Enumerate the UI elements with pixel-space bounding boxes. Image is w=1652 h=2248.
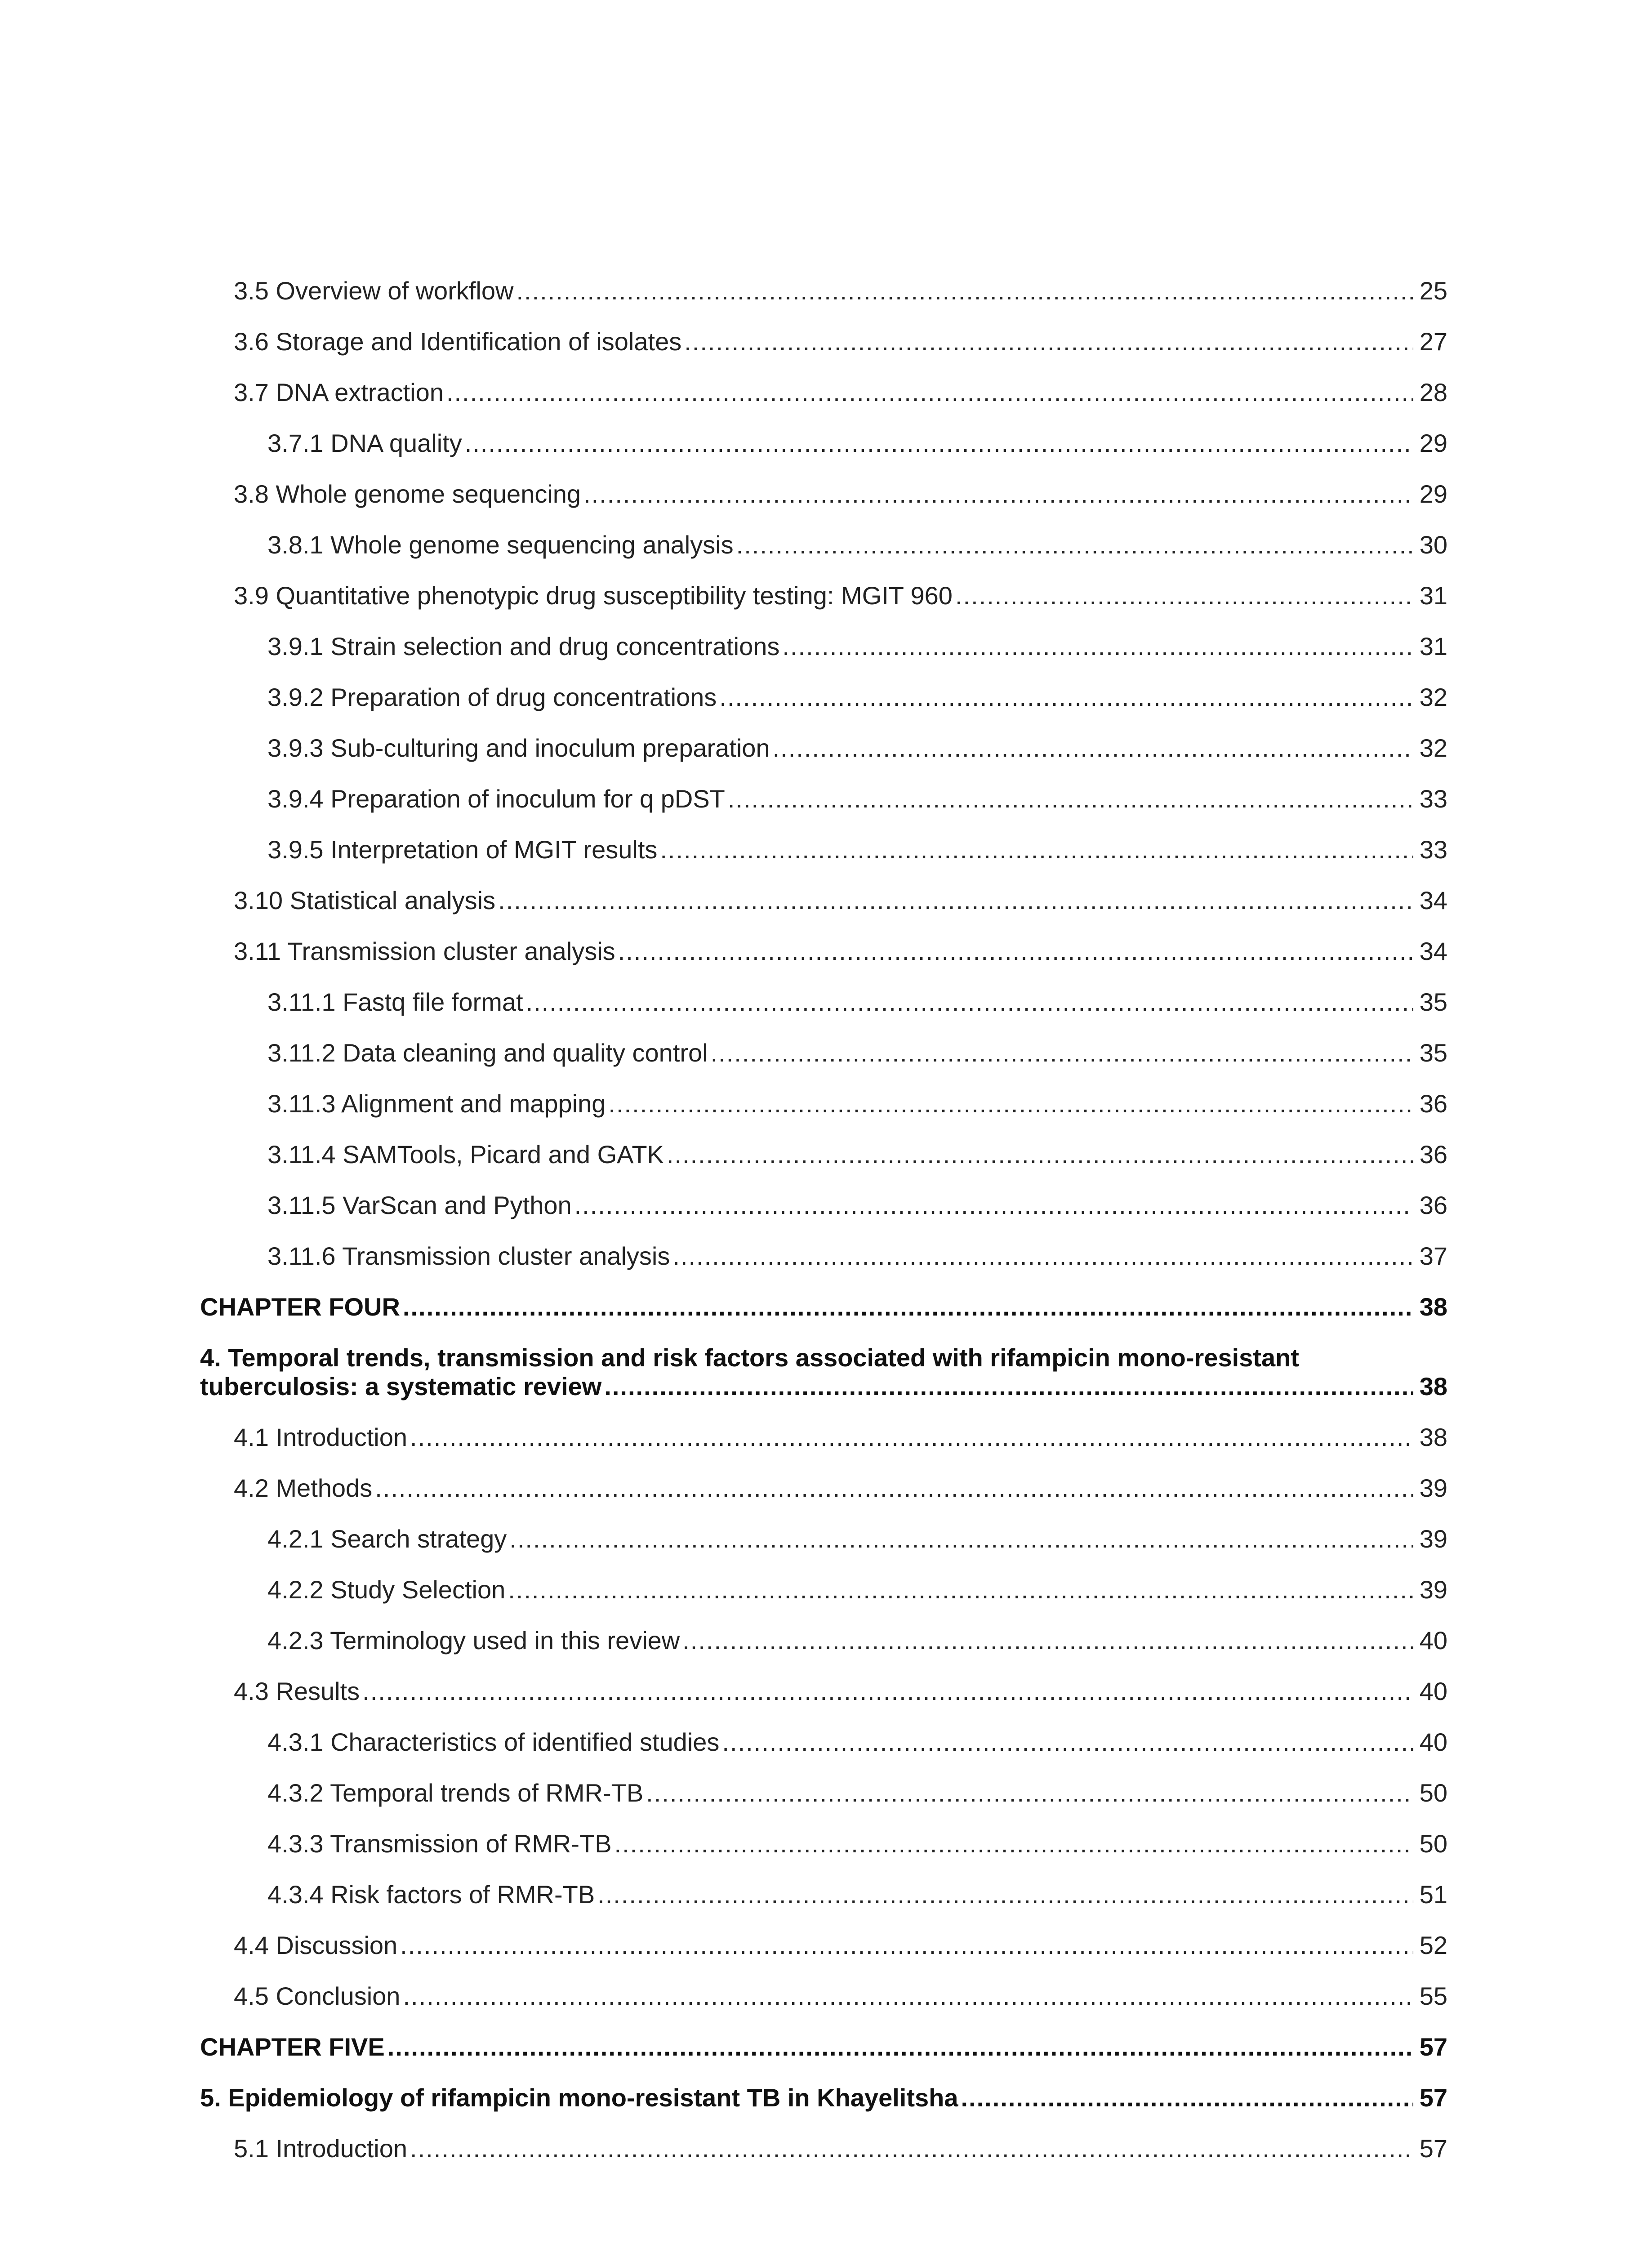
toc-chapter-title[interactable] <box>200 2083 1447 2112</box>
toc-entry-title: 3.11.2 Data cleaning and quality control <box>267 1039 708 1067</box>
toc-entry-title: 4.2 Methods <box>234 1474 373 1502</box>
toc-entry-title: 4.5 Conclusion <box>234 1982 401 2010</box>
dot-leader <box>465 429 1413 458</box>
toc-entry-page: 29 <box>1419 429 1447 457</box>
toc-entry-title: 3.8.1 Whole genome sequencing analysis <box>267 531 734 559</box>
dot-leader <box>682 1626 1413 1655</box>
dot-leader <box>614 1829 1413 1858</box>
toc-entry[interactable] <box>200 1626 1447 1655</box>
toc-entry-title-line1: 4. Temporal trends, transmission and risk factors associated with rifampicin mono-resistant <box>200 1343 1299 1372</box>
toc-entry[interactable] <box>200 1829 1447 1858</box>
toc-entry-title: 3.9.2 Preparation of drug concentrations <box>267 683 717 711</box>
toc-entry[interactable] <box>200 886 1447 915</box>
toc-entry-page: 38 <box>1419 1372 1447 1401</box>
toc-entry-page: 36 <box>1419 1089 1447 1118</box>
toc-entry-page: 38 <box>1419 1423 1447 1451</box>
toc-entry[interactable] <box>200 1728 1447 1757</box>
toc-entry-title: 4.3.4 Risk factors of RMR-TB <box>267 1880 595 1909</box>
toc-entry-title: 3.9.3 Sub-culturing and inoculum preparation <box>267 734 770 762</box>
toc-entry-page: 32 <box>1419 734 1447 762</box>
toc-entry-title: 5.1 Introduction <box>234 2134 408 2163</box>
toc-entry-page: 27 <box>1419 327 1447 356</box>
toc-entry[interactable] <box>200 937 1447 966</box>
toc-entry-page: 40 <box>1419 1728 1447 1756</box>
toc-entry-page: 40 <box>1419 1677 1447 1705</box>
toc-entry[interactable] <box>200 1525 1447 1553</box>
dot-leader <box>722 1728 1413 1757</box>
toc-entry[interactable] <box>200 277 1447 305</box>
toc-entry[interactable] <box>200 1677 1447 1706</box>
toc-entry-title: 4.2.3 Terminology used in this review <box>267 1626 680 1655</box>
dot-leader <box>608 1089 1413 1118</box>
toc-entry-page: 36 <box>1419 1140 1447 1169</box>
dot-leader <box>498 886 1413 915</box>
toc-entry[interactable] <box>200 581 1447 610</box>
toc-entry-page: 51 <box>1419 1880 1447 1909</box>
dot-leader <box>604 1372 1413 1401</box>
dot-leader <box>961 2083 1413 2112</box>
toc-entry-page: 33 <box>1419 785 1447 813</box>
toc-chapter-heading[interactable] <box>200 2033 1447 2061</box>
dot-leader <box>719 683 1413 712</box>
toc-entry-page: 39 <box>1419 1575 1447 1604</box>
dot-leader <box>684 327 1413 356</box>
toc-entry-title: 3.11.3 Alignment and mapping <box>267 1089 606 1118</box>
dot-leader <box>400 1931 1413 1960</box>
toc-entry-title: 4.2.2 Study Selection <box>267 1575 506 1604</box>
dot-leader <box>597 1880 1413 1909</box>
toc-entry[interactable] <box>200 480 1447 508</box>
dot-leader <box>362 1677 1413 1706</box>
toc-entry-title: 3.9.4 Preparation of inoculum for q pDST <box>267 785 725 813</box>
toc-entry[interactable] <box>200 2134 1447 2163</box>
toc-entry[interactable] <box>200 835 1447 864</box>
toc-entry-title: 4.3.1 Characteristics of identified studies <box>267 1728 720 1756</box>
toc-entry-page: 28 <box>1419 378 1447 406</box>
toc-entry[interactable] <box>200 1039 1447 1067</box>
toc-entry[interactable] <box>200 632 1447 661</box>
toc-entry-page: 55 <box>1419 1982 1447 2010</box>
toc-entry-title: 3.10 Statistical analysis <box>234 886 496 914</box>
toc-entry-title-line2: tuberculosis: a systematic review <box>200 1372 602 1401</box>
dot-leader <box>403 1982 1413 2011</box>
toc-entry[interactable] <box>200 1880 1447 1909</box>
toc-entry-page: 34 <box>1419 937 1447 965</box>
toc-entry-page: 33 <box>1419 835 1447 864</box>
toc-entry-title: 3.9.1 Strain selection and drug concentrations <box>267 632 780 660</box>
toc-entry-title: 3.7 DNA extraction <box>234 378 444 406</box>
toc-chapter-title[interactable] <box>200 1343 1447 1401</box>
table-of-contents <box>200 277 1447 2185</box>
toc-entry-page: 57 <box>1419 2134 1447 2163</box>
toc-entry[interactable] <box>200 378 1447 407</box>
toc-entry-title: 4.4 Discussion <box>234 1931 398 1959</box>
toc-entry-page: 31 <box>1419 632 1447 660</box>
toc-entry-page: 32 <box>1419 683 1447 711</box>
dot-leader <box>410 1423 1413 1452</box>
toc-entry[interactable] <box>200 1931 1447 1960</box>
dot-leader <box>509 1525 1413 1553</box>
toc-entry[interactable] <box>200 1140 1447 1169</box>
dot-leader <box>583 480 1413 508</box>
toc-entry[interactable] <box>200 429 1447 458</box>
toc-entry-page: 40 <box>1419 1626 1447 1655</box>
dot-leader <box>375 1474 1413 1503</box>
toc-entry-page: 25 <box>1419 277 1447 305</box>
toc-entry[interactable] <box>200 1191 1447 1220</box>
toc-entry-page: 57 <box>1419 2033 1447 2061</box>
toc-entry-title: 4.3 Results <box>234 1677 360 1705</box>
toc-chapter-heading[interactable] <box>200 1293 1447 1321</box>
toc-entry[interactable] <box>200 1779 1447 1807</box>
toc-entry[interactable] <box>200 1982 1447 2011</box>
dot-leader <box>667 1140 1413 1169</box>
dot-leader <box>728 785 1413 813</box>
dot-leader <box>646 1779 1413 1807</box>
toc-entry-page: 39 <box>1419 1525 1447 1553</box>
dot-leader <box>508 1575 1413 1604</box>
toc-entry[interactable] <box>200 1089 1447 1118</box>
dot-leader <box>773 734 1413 763</box>
dot-leader <box>403 1293 1413 1321</box>
toc-entry-page: 31 <box>1419 581 1447 610</box>
toc-entry-page: 38 <box>1419 1293 1447 1321</box>
dot-leader <box>410 2134 1413 2163</box>
toc-entry-title: 3.9 Quantitative phenotypic drug susceptibility testing: MGIT 960 <box>234 581 953 610</box>
toc-entry-page: 37 <box>1419 1242 1447 1270</box>
toc-entry-page: 30 <box>1419 531 1447 559</box>
toc-entry-page: 50 <box>1419 1779 1447 1807</box>
dot-leader <box>711 1039 1413 1067</box>
dot-leader <box>387 2033 1413 2061</box>
toc-entry-page: 35 <box>1419 988 1447 1016</box>
dot-leader <box>516 277 1413 305</box>
toc-entry-title: 3.7.1 DNA quality <box>267 429 462 457</box>
toc-entry-page: 29 <box>1419 480 1447 508</box>
toc-entry[interactable] <box>200 1423 1447 1452</box>
toc-entry-title: 3.11 Transmission cluster analysis <box>234 937 615 965</box>
toc-entry[interactable] <box>200 988 1447 1017</box>
dot-leader <box>618 937 1413 966</box>
toc-entry-title: 3.11.4 SAMTools, Picard and GATK <box>267 1140 664 1169</box>
toc-entry-page: 34 <box>1419 886 1447 914</box>
toc-entry[interactable] <box>200 327 1447 356</box>
dot-leader <box>446 378 1413 407</box>
toc-entry[interactable] <box>200 1474 1447 1503</box>
toc-entry[interactable] <box>200 531 1447 559</box>
toc-entry-title: CHAPTER FIVE <box>200 2033 385 2061</box>
toc-entry-title: 5. Epidemiology of rifampicin mono-resistant TB in Khayelitsha <box>200 2083 958 2112</box>
toc-entry-page: 57 <box>1419 2083 1447 2112</box>
dot-leader <box>955 581 1413 610</box>
toc-entry-title: 3.6 Storage and Identification of isolates <box>234 327 682 356</box>
dot-leader <box>660 835 1413 864</box>
toc-entry-title: 3.11.5 VarScan and Python <box>267 1191 572 1219</box>
toc-entry-page: 39 <box>1419 1474 1447 1502</box>
toc-entry-title: 3.5 Overview of workflow <box>234 277 514 305</box>
toc-entry-title: 3.11.1 Fastq file format <box>267 988 523 1016</box>
toc-entry[interactable] <box>200 785 1447 813</box>
toc-entry-title: 3.8 Whole genome sequencing <box>234 480 581 508</box>
dot-leader <box>574 1191 1413 1220</box>
toc-entry[interactable] <box>200 1242 1447 1271</box>
toc-entry-title: 3.9.5 Interpretation of MGIT results <box>267 835 658 864</box>
toc-entry-page: 36 <box>1419 1191 1447 1219</box>
toc-entry-title: CHAPTER FOUR <box>200 1293 400 1321</box>
toc-entry-title: 3.11.6 Transmission cluster analysis <box>267 1242 670 1270</box>
toc-entry-title: 4.3.3 Transmission of RMR-TB <box>267 1829 612 1858</box>
toc-entry-title: 4.3.2 Temporal trends of RMR-TB <box>267 1779 644 1807</box>
toc-entry[interactable] <box>200 683 1447 712</box>
dot-leader <box>672 1242 1413 1271</box>
toc-entry[interactable] <box>200 734 1447 763</box>
toc-entry[interactable] <box>200 1575 1447 1604</box>
toc-entry-title: 4.2.1 Search strategy <box>267 1525 507 1553</box>
dot-leader <box>736 531 1413 559</box>
dot-leader <box>526 988 1413 1017</box>
toc-entry-page: 50 <box>1419 1829 1447 1858</box>
toc-entry-page: 35 <box>1419 1039 1447 1067</box>
toc-entry-title: 4.1 Introduction <box>234 1423 408 1451</box>
toc-entry-page: 52 <box>1419 1931 1447 1959</box>
dot-leader <box>782 632 1413 661</box>
